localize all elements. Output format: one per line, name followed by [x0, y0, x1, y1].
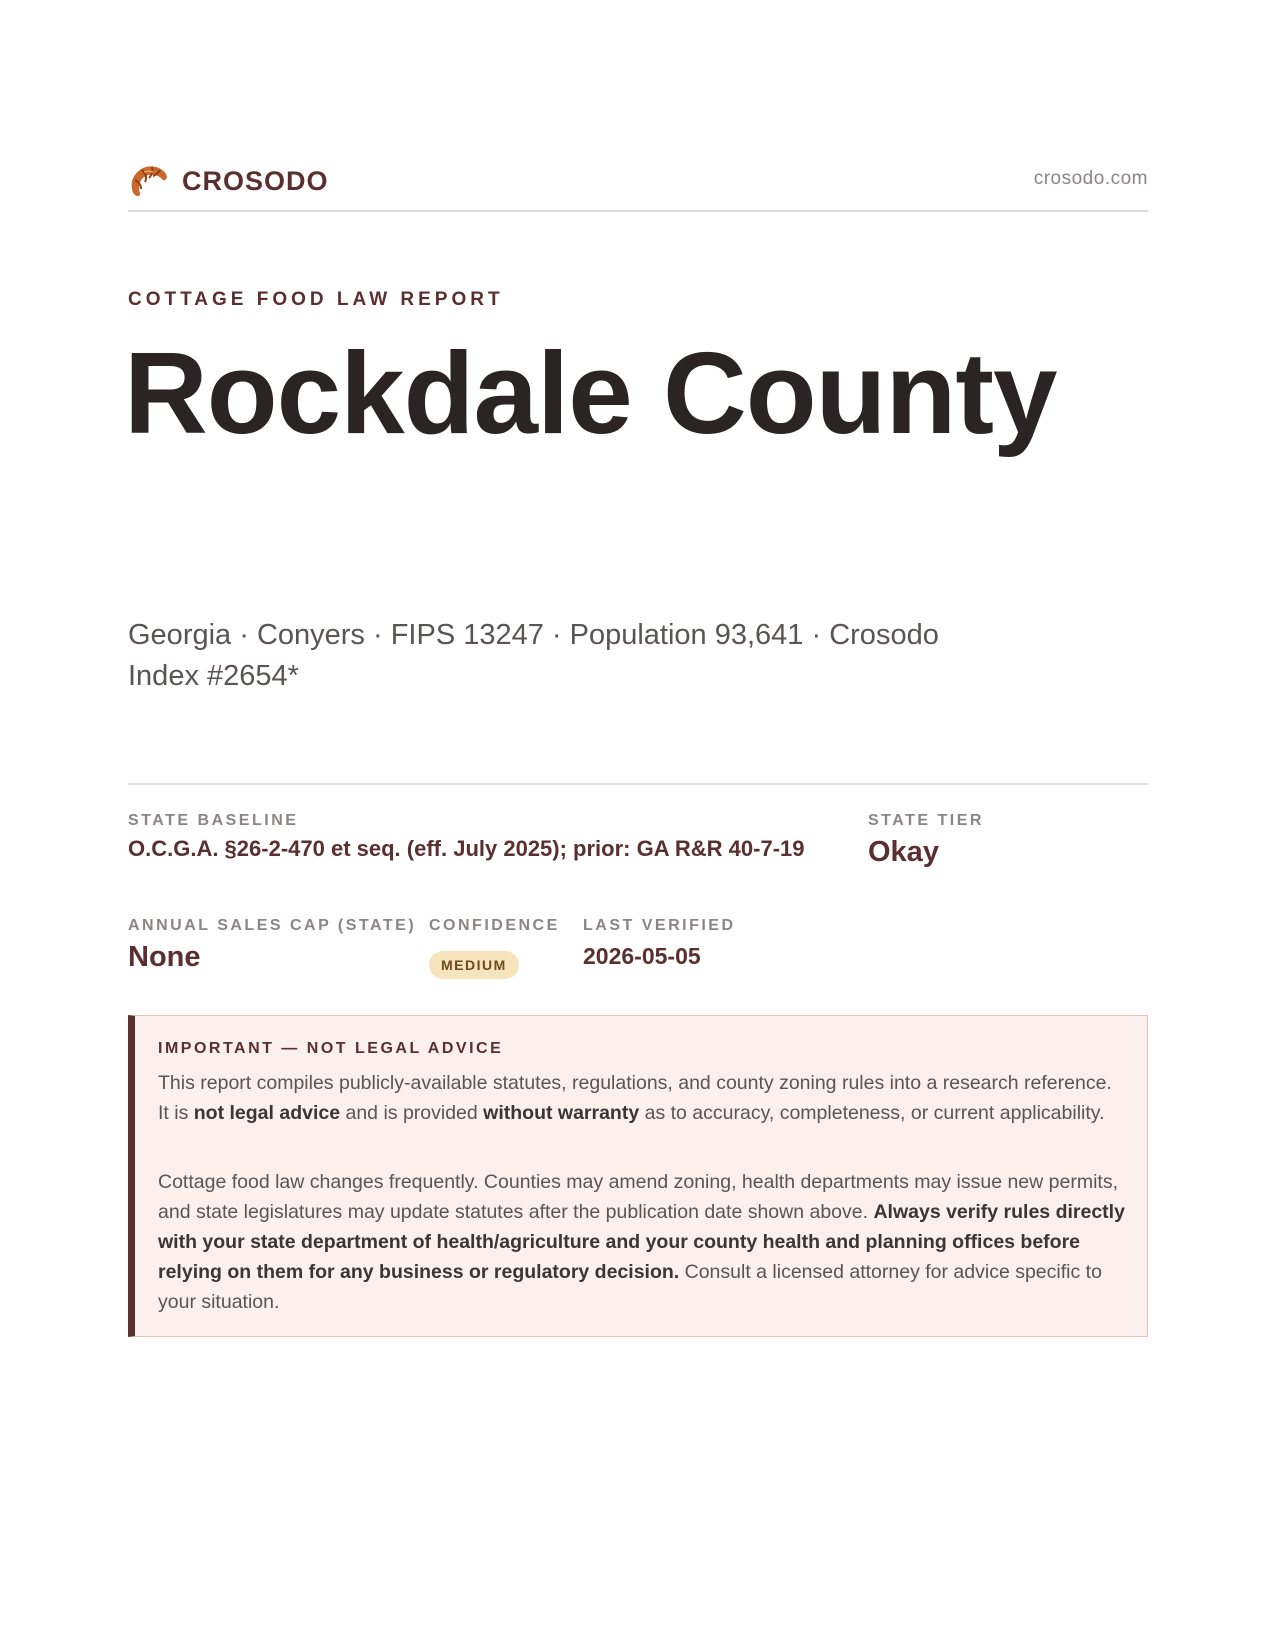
state-tier-label: STATE TIER: [868, 812, 984, 829]
annual-sales-cap-value: None: [128, 941, 201, 973]
annual-sales-cap-label: ANNUAL SALES CAP (STATE): [128, 917, 417, 934]
site-url[interactable]: crosodo.com: [1033, 168, 1148, 189]
notice-paragraph-2: [158, 1167, 1128, 1317]
notice-title: IMPORTANT — NOT LEGAL ADVICE: [158, 1040, 504, 1057]
confidence-label: CONFIDENCE: [429, 917, 560, 934]
notice-text: and is provided: [340, 1102, 484, 1124]
last-verified-label: LAST VERIFIED: [583, 917, 736, 934]
brand-name: CROSODO: [182, 165, 329, 196]
report-kicker: COTTAGE FOOD LAW REPORT: [128, 289, 504, 310]
notice-text: as to accuracy, completeness, or current applicability.: [639, 1102, 1105, 1124]
page-title: Rockdale County: [124, 328, 1057, 458]
state-baseline-label: STATE BASELINE: [128, 812, 299, 829]
state-tier-value: Okay: [868, 836, 939, 868]
notice-text: This report compiles publicly-available statutes, regulations, and county zoning rules into a research reference. It is: [158, 1072, 1112, 1124]
state-baseline-value: O.C.G.A. §26-2-470 et seq. (eff. July 2025); prior: GA R&R 40-7-19: [128, 836, 805, 861]
confidence-badge: MEDIUM: [429, 951, 519, 979]
report-subtitle: Georgia · Conyers · FIPS 13247 · Population 93,641 · Crosodo Index #2654*: [128, 619, 939, 692]
notice-paragraph-1: [158, 1068, 1128, 1128]
notice-emphasis: Always verify rules directly with your state department of health/agriculture and your county health and planning offices before relying on them for any business or regulatory decision.: [158, 1201, 1125, 1283]
notice-text: Cottage food law changes frequently. Counties may amend zoning, health departments may issue new permits, and state legislatures may update statutes after the publication date shown above.: [158, 1171, 1118, 1223]
section-divider: [128, 783, 1148, 785]
croissant-icon: [128, 162, 170, 200]
notice-emphasis: without warranty: [483, 1102, 640, 1124]
notice-text: Consult a licensed attorney for advice specific to your situation.: [158, 1261, 1102, 1313]
brand: [128, 162, 329, 200]
last-verified-value: 2026-05-05: [583, 943, 701, 969]
legal-notice: [128, 1015, 1148, 1337]
page-header: [128, 158, 1148, 212]
notice-emphasis: not legal advice: [193, 1102, 341, 1124]
